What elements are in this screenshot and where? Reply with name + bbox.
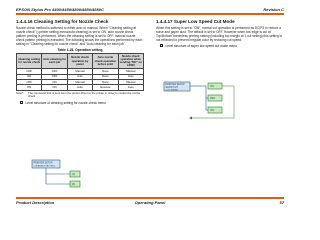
table-cell: Manual	[67, 69, 92, 74]
svg-text:CLEANING SETTING: CLEANING SETTING	[33, 165, 55, 168]
table-cell: ON	[17, 74, 42, 79]
right-column	[156, 19, 284, 48]
table-header-cell: Auto cleaning for each job	[42, 54, 67, 69]
section-body-slow-cut: When this setting is set to "ON", normal cut operation is performed as DC/P3 to reduce a noise and paper dust. The default is set to OFF. However when low edge is cut at Top/Bottom borderless printing setting (including top margin at 1 cut setting) this setting is not reflected to prevent irregular color by reducing cut speed.	[156, 25, 282, 42]
bullet-text: Level structure of super low speed cut mode menu	[165, 43, 237, 48]
table-cell: None	[93, 79, 118, 84]
table-cell: Auto	[118, 85, 143, 90]
table-cell: Manual	[118, 79, 143, 84]
svg-text:[1]: [1]	[71, 173, 75, 177]
menu-node-cleaning-setting	[32, 160, 60, 168]
table-cell: ON	[42, 85, 67, 90]
header-rule	[16, 13, 284, 15]
table-cell: ON	[17, 85, 42, 90]
table-cell: Manual	[118, 69, 143, 74]
option-node-2	[70, 181, 80, 187]
bullet-cleaning-menu	[16, 101, 144, 105]
bullet-slow-cut-menu	[156, 44, 284, 48]
table-cell: OFF	[17, 69, 42, 74]
left-column	[16, 19, 144, 105]
table-cell: Manual	[67, 79, 92, 84]
table-cell: Auto	[118, 74, 143, 79]
table-cell: ON	[42, 79, 67, 84]
checkbox-bullet-icon	[20, 101, 23, 104]
note-text: The command that is sent from the printer driver to the printer in order to control the nozzle check.	[28, 91, 141, 99]
table-cell: None	[93, 69, 118, 74]
section-title-cleaning-setting: 1.4.4.16 Cleaning Setting for Nozzle Check	[16, 19, 109, 24]
svg-text:PRINTER SETUP: PRINTER SETUP	[33, 161, 53, 165]
svg-text:ON: ON	[210, 109, 214, 113]
cleaning-menu-diagram	[30, 158, 100, 192]
table-header-cell: Nozzle check operation by panel	[67, 54, 92, 69]
operation-setting-table	[16, 53, 144, 91]
table-note	[16, 92, 144, 99]
option-node-off	[208, 95, 222, 101]
note-key: Note*:	[16, 91, 24, 96]
table-cell: None	[93, 74, 118, 79]
svg-text:[2]: [2]	[71, 183, 75, 187]
footer-chapter-name: Operating Panel	[134, 200, 166, 205]
option-node-on	[208, 83, 222, 89]
svg-text:ON: ON	[210, 85, 214, 89]
option-node-on-2	[208, 107, 222, 113]
table-cell: OFF	[42, 74, 67, 79]
bullet-text: Level structure of cleaning setting for nozzle check menu	[25, 100, 106, 105]
footer-section-name: Product Description	[16, 200, 55, 205]
section-title-slow-cut: 1.4.4.17 Super Low Speed Cut Mode	[156, 19, 235, 24]
svg-text:PRINTER SETUP: PRINTER SETUP	[165, 83, 185, 87]
table-cell: OFF	[42, 69, 67, 74]
slow-cut-menu-diagram	[162, 80, 244, 124]
svg-text:CUT SPEED: CUT SPEED	[165, 89, 178, 92]
table-header-cell: Auto nozzle check operation before print	[93, 54, 118, 69]
table-cell: OFF	[17, 79, 42, 84]
menu-node-printer-setup	[164, 82, 190, 92]
table-header-row	[17, 54, 144, 69]
table-cell: Auto	[67, 85, 92, 90]
arrow-left-icon	[189, 117, 192, 120]
checkbox-bullet-icon	[160, 44, 163, 47]
svg-text:SLOW CUT: SLOW CUT	[165, 86, 179, 89]
table-cell: Auto	[67, 74, 92, 79]
header-revision: Revision C	[263, 7, 284, 12]
header-product-title: EPSON Stylus Pro 4400/4450/4800/4880/4880C	[16, 7, 104, 12]
table-caption: Table 1-28. Operation setting	[57, 47, 103, 52]
option-node-1	[70, 171, 80, 177]
page-number: 57	[279, 200, 284, 205]
table-row	[17, 85, 144, 90]
svg-text:OFF: OFF	[210, 97, 216, 101]
section-body-cleaning-setting: Nozzle check method is switched to either auto or manual. When "Cleaning setting at nozzle check" (=printer setting menu/auto cleaning) is set to ON, auto nozzle check pattern printing is performed. When the cleaning setting is set to OFF, manual nozzle check pattern printing is executed. The following shows the operations performed by each setting in "Cleaning setting for nozzle check" and "Auto cleaning for each job".	[16, 25, 143, 46]
table-header-cell: Nozzle check operation when sending "NC" on I-2000	[119, 53, 142, 68]
footer-rule	[16, 197, 284, 199]
table-header-cell: Cleaning setting for nozzle check	[17, 54, 42, 69]
table-cell: Execute	[93, 85, 118, 90]
